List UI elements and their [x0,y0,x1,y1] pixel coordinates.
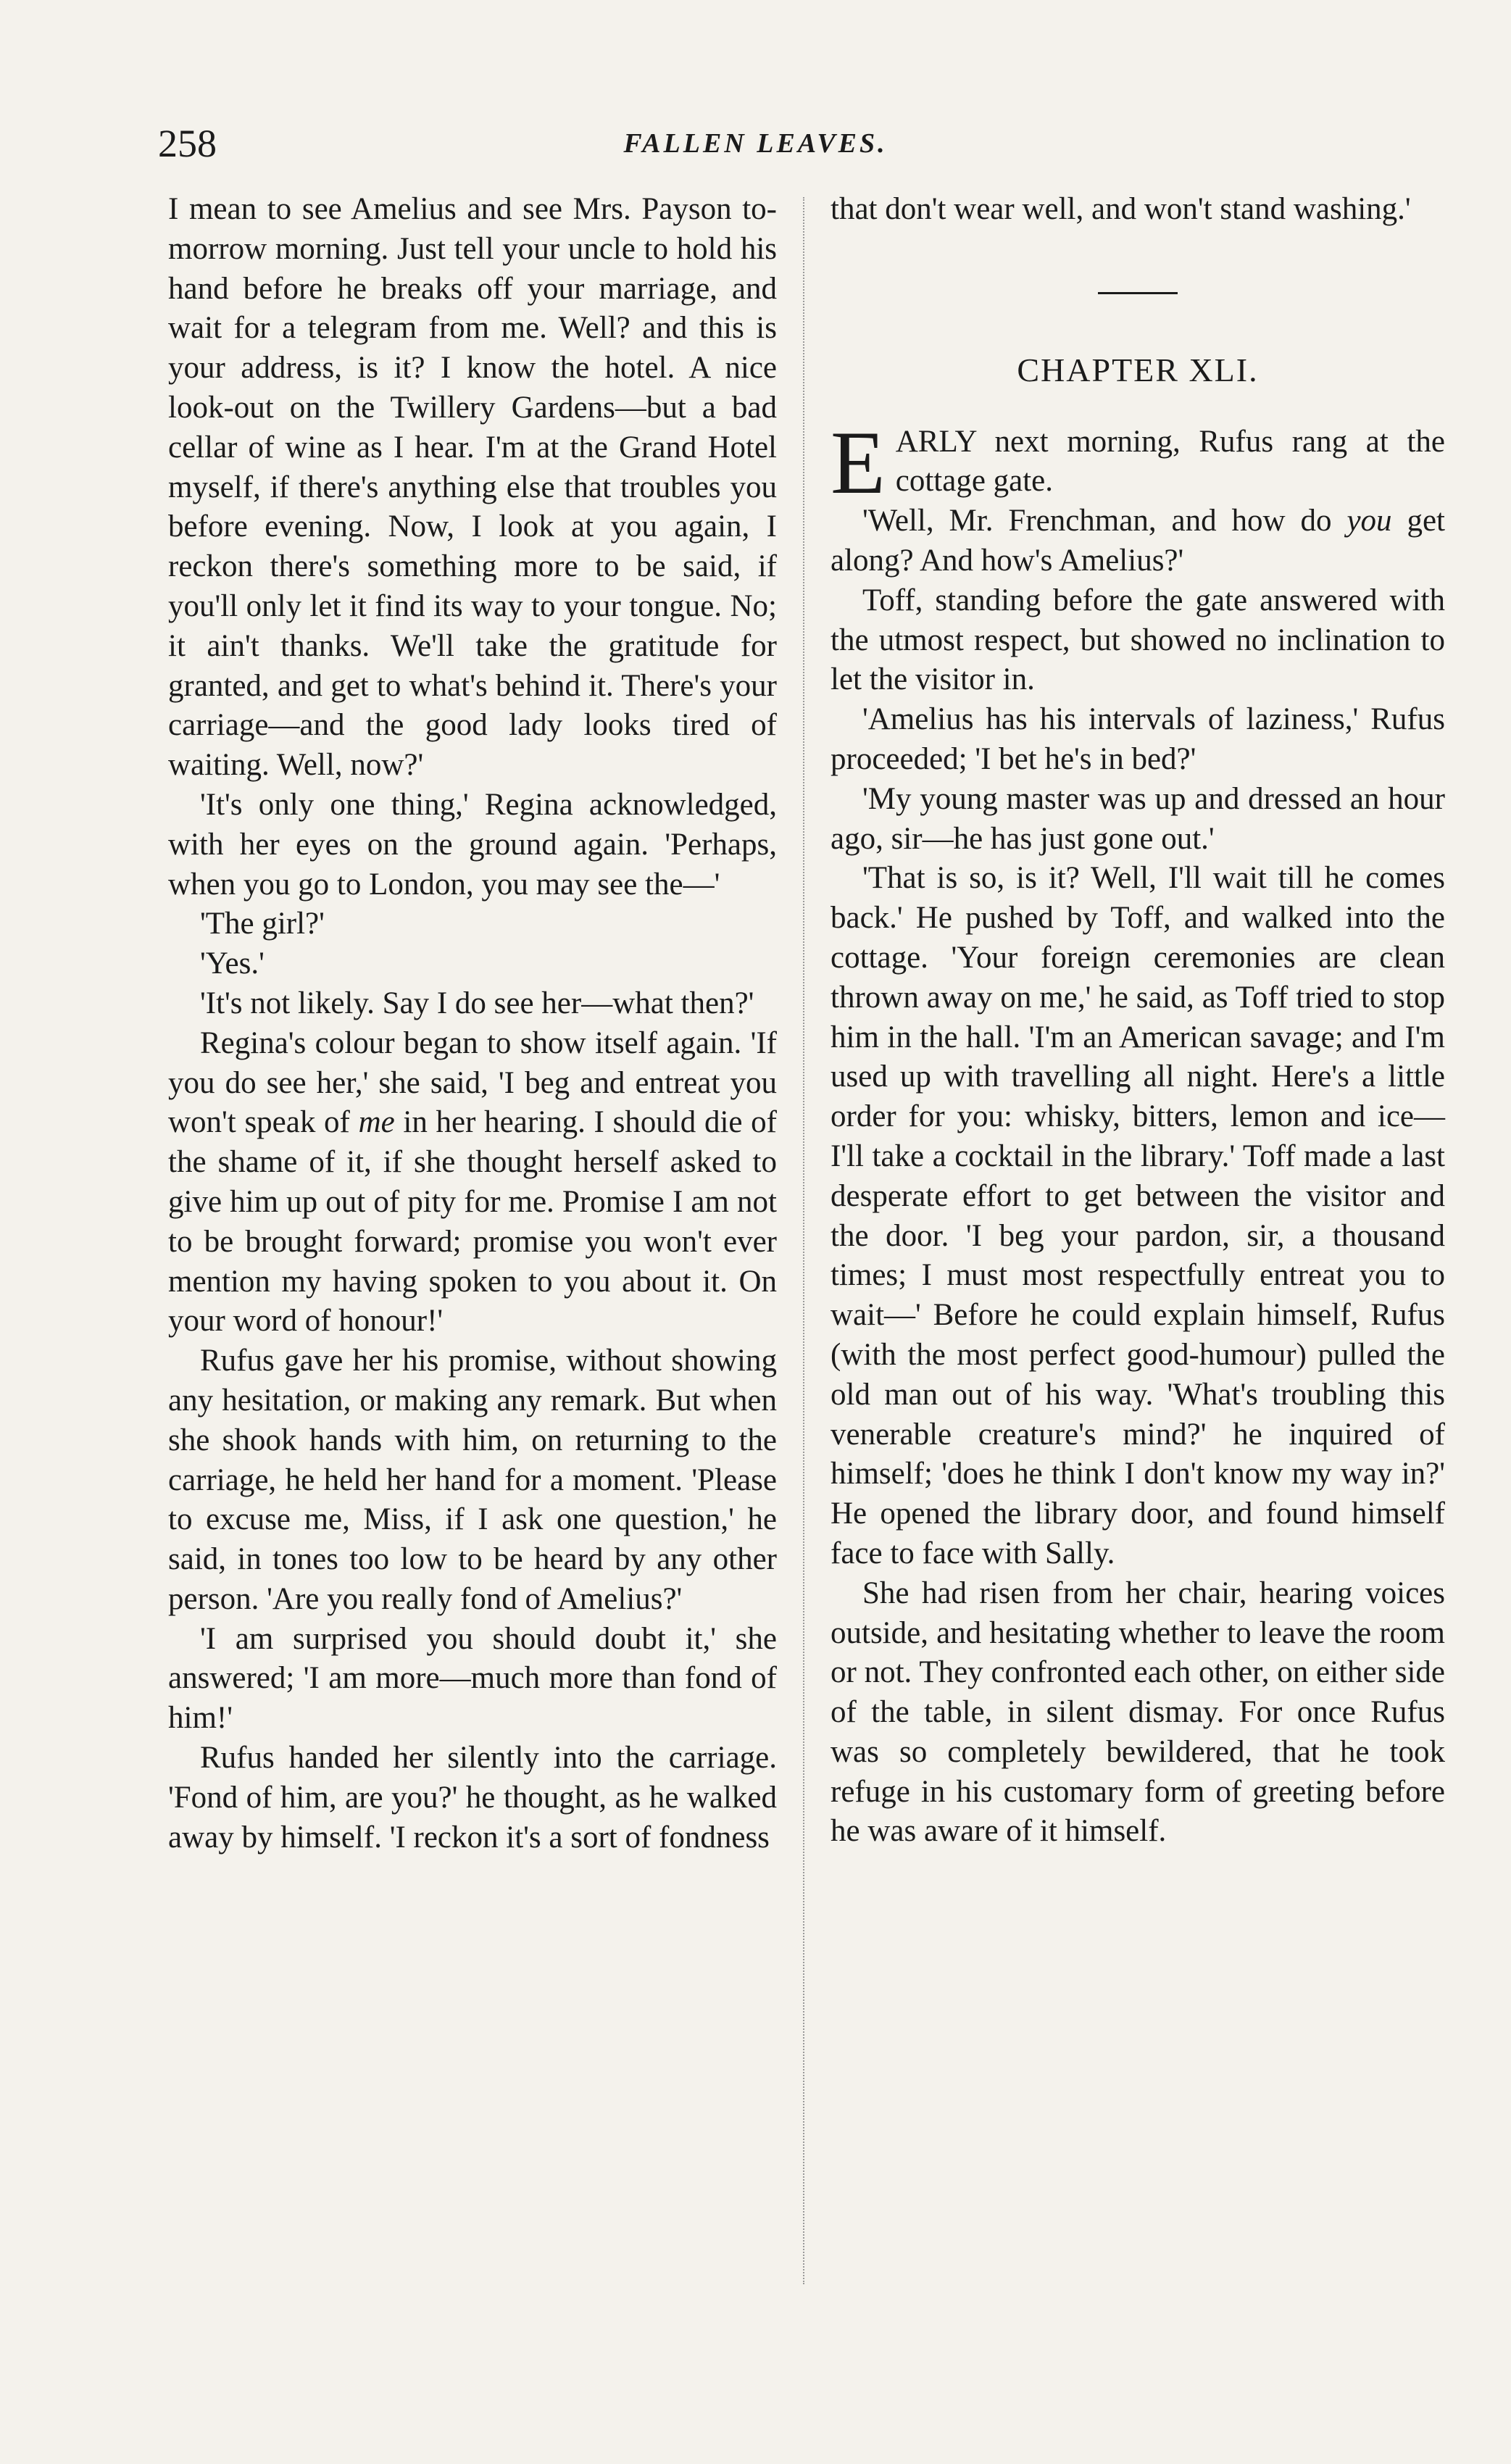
paragraph: 'The girl?' [200,907,325,941]
chapter-heading: CHAPTER XLI. [1017,351,1259,388]
left-column [168,190,777,1857]
section-break-rule [1098,292,1178,294]
paragraph-text: get along? And how's Amelius?' [831,504,1445,578]
paragraph: 'It's only one thing,' Regina acknowledged, with her eyes on the ground again. 'Perhaps, when you go to London, you may see the—' [168,787,777,902]
paragraph-text: Regina's colour began to show itself again. 'If you do see her,' she said, 'I beg and entreat you won't speak of [168,1025,777,1140]
paragraph-text: in her hearing. I should die of the shame of it, if she thought herself asked to give him up out of pity for me. Promise I am not to be brought forward; promise you won't ever mention my having spoken to you about it. On your word of honour!' [168,1105,777,1339]
paragraph: 'Amelius has his intervals of laziness,' Rufus proceeded; 'I bet he's in bed?' [831,702,1445,776]
paragraph: Rufus handed her silently into the carriage. 'Fond of him, are you?' he thought, as he walked away by himself. 'I reckon it's a sort of fondness [168,1741,777,1855]
paragraph: Toff, standing before the gate answered with the utmost respect, but showed no inclination to let the visitor in. [831,583,1445,697]
right-column [831,190,1445,1852]
paragraph: 'My young master was up and dressed an hour ago, sir—he has just gone out.' [831,781,1445,856]
paragraph: 'It's not likely. Say I do see her—what then?' [200,986,754,1020]
paragraph: 'Yes.' [200,946,265,981]
paragraph: I mean to see Amelius and see Mrs. Payson to-morrow morning. Just tell your uncle to hold his hand before he breaks off your marriage, and wait for a telegram from me. Well? and this is your address, is it? I know the hotel. A nice look-out on the Twillery Gardens—but a bad cellar of wine as I hear. I'm at the Grand Hotel myself, if there's anything else that troubles you before evening. Now, I look at you again, I reckon there's something more to be said, if you'll only let it find its way to your tongue. No; it ain't thanks. We'll take the gratitude for granted, and get to what's behind it. There's your carriage—and the good lady looks tired of waiting. Well, now?' [168,192,777,783]
paragraph-text: 'Well, Mr. Frenchman, and how do [862,504,1347,538]
paragraph [831,501,1445,581]
drop-cap: E [831,412,886,512]
emphasis-text: you [1346,504,1392,538]
running-title: FALLEN LEAVES. [623,128,888,159]
column-divider [803,197,804,2284]
chapter-opening-paragraph [831,412,1445,512]
paragraph: 'I am surprised you should doubt it,' she answered; 'I am more—much more than fond of him!' [168,1621,777,1736]
paragraph [168,1024,777,1341]
page-number: 258 [158,122,217,165]
paragraph: 'That is so, is it? Well, I'll wait till he comes back.' He pushed by Toff, and walked into the cottage. 'Your foreign ceremonies are clean thrown away on me,' he said, as Toff tried to stop him in the hall. 'I'm an American savage; and I'm used up with travelling all night. Here's a little order for you: whisky, bitters, lemon and ice—I'll take a cocktail in the library.' Toff made a last desperate effort to get between the visitor and the door. 'I beg your pardon, sir, a thousand times; I must most respectfully entreat you to wait—' Before he could explain himself, Rufus (with the most perfect good-humour) pulled the old man out of his way. 'What's troubling this venerable creature's mind?' he inquired of himself; 'does he think I don't know my way in?' He opened the library door, and found himself face to face with Sally. [831,861,1445,1570]
paragraph: Rufus gave her his promise, without showing any hesitation, or making any remark. But when she shook hands with him, on returning to the carriage, he held her hand for a moment. 'Please to excuse me, Miss, if I ask one question,' he said, in tones too low to be heard by any other person. 'Are you really fond of Amelius?' [168,1344,777,1616]
paragraph: She had risen from her chair, hearing voices outside, and hesitating whether to leave the room or not. They confronted each other, on either side of the table, in silent dismay. For once Rufus was so completely bewildered, that he took refuge in his customary form of greeting before he was aware of it himself. [831,1576,1445,1849]
paragraph-text: ARLY next morning, Rufus rang at the cottage gate. [895,424,1445,499]
emphasis-text: me [358,1105,395,1140]
paragraph: that don't wear well, and won't stand washing.' [831,192,1411,226]
